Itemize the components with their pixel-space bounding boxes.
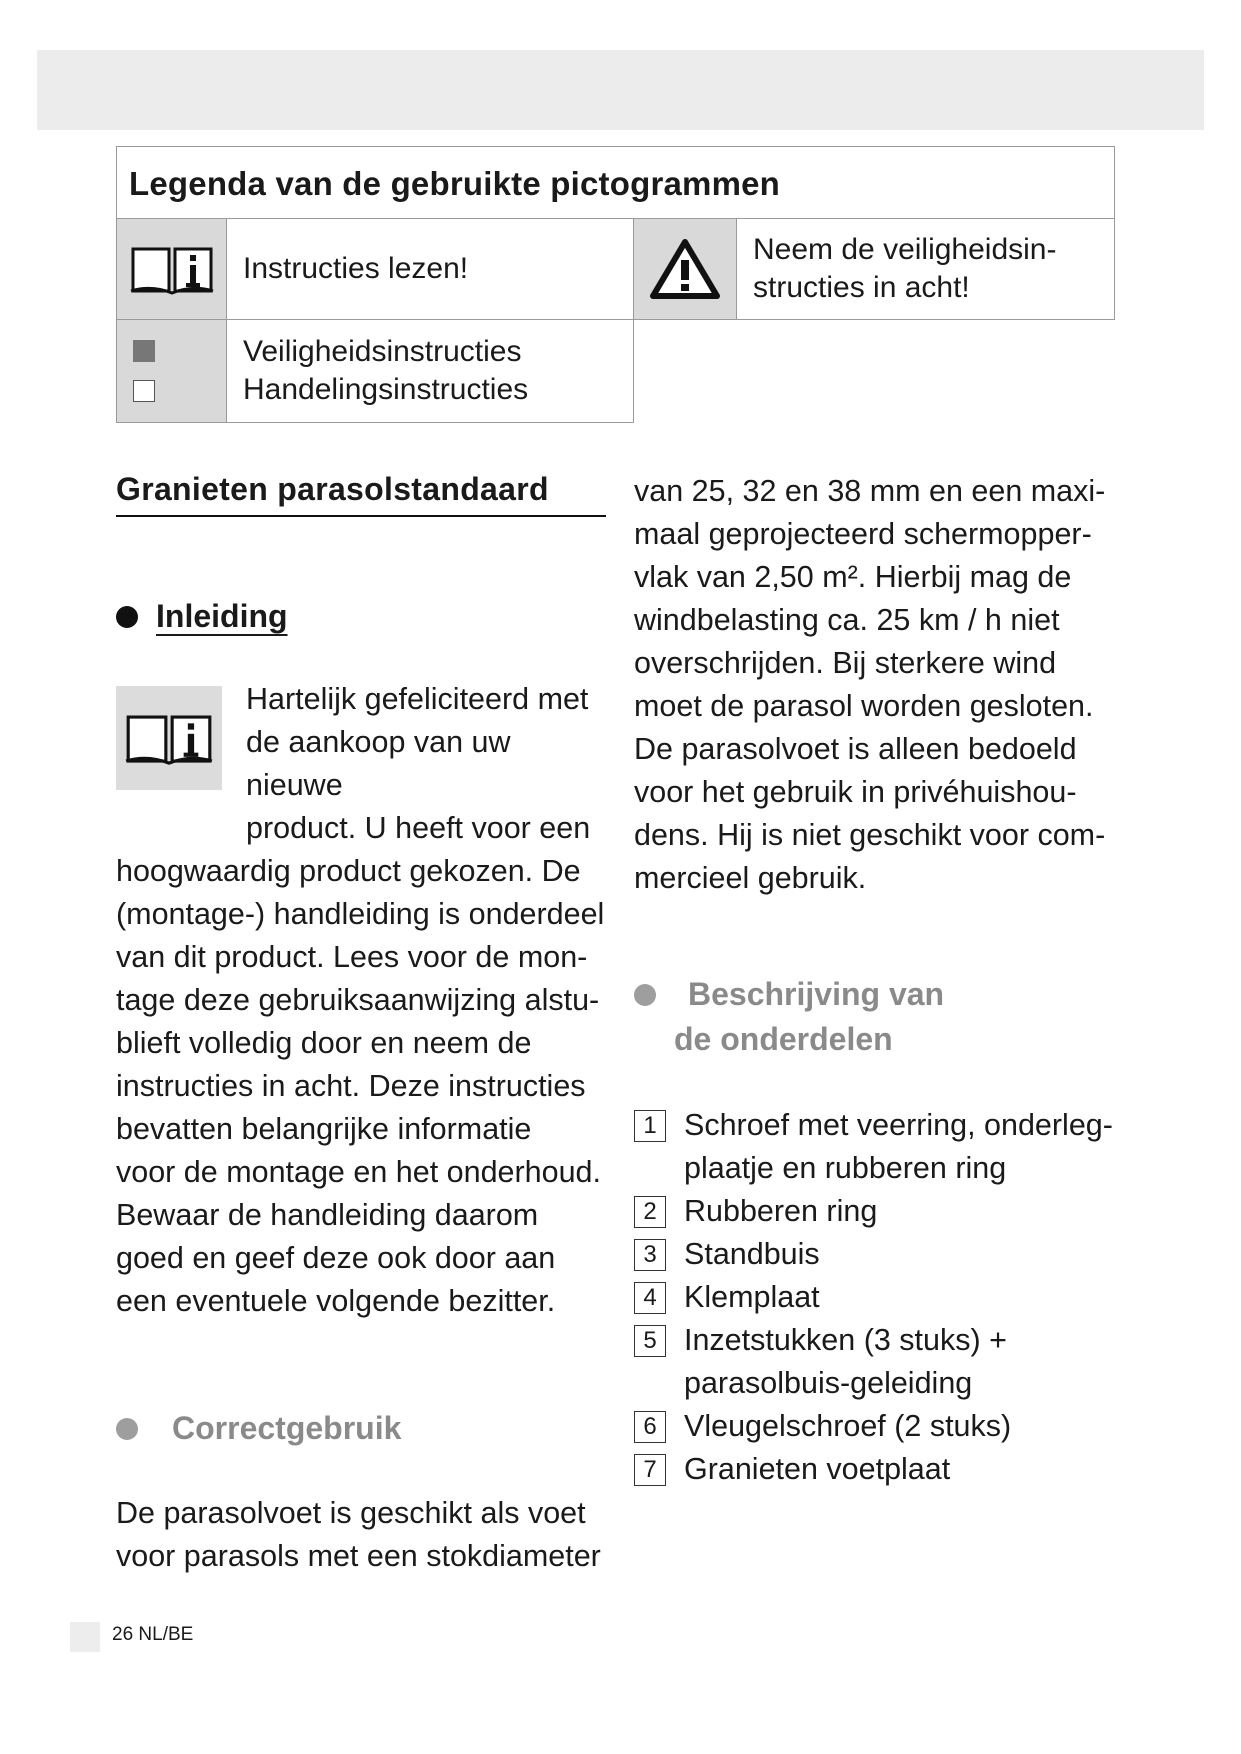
correct-use-text-right: van 25, 32 en 38 mm en een maxi- maal geprojecteerd schermopper- vlak van 2,50 m². Hierbij mag de windbelasting ca. 25 km / h niet overschrijden. Bij sterkere wind moet de parasol worden gesloten. De parasolvoet is alleen bedoeld voor het gebruik in privéhuishou- dens. Hij is niet geschikt voor com- mercieel gebruik. — [634, 474, 1106, 895]
page-locale: NL/BE — [138, 1624, 194, 1645]
correct-use-heading: Correctgebruik — [116, 1407, 606, 1450]
page-number: 26 — [112, 1624, 134, 1645]
parts-list — [634, 1104, 1134, 1491]
correct-use-text-left: De parasolvoet is geschikt als voet voor parasols met een stokdiameter — [116, 1496, 601, 1573]
list-item: 4 Klemplaat — [634, 1276, 1134, 1319]
warning-triangle-icon — [633, 218, 737, 320]
legend-title: Legenda van de gebruikte pictogrammen — [116, 146, 1115, 219]
parts-heading: Beschrijving van de onderdelen — [634, 972, 1134, 1062]
intro-text: Hartelijk gefeliciteerd met de aankoop van uw nieuwe product. U heeft voor een hoogwaardig product gekozen. De (montage-) handleiding is onderdeel van dit product. Lees voor de mon- tage deze gebruiksaanwijzing alstu- blieft volledig door en neem de instructies in acht. Deze instructies bevatten belangrijke informatie voor de montage en het onderhoud. Bewaar de handleiding daarom goed en geef deze ook door aan een eventuele volgende bezitter. — [116, 682, 605, 1318]
list-item: 5 Inzetstukken (3 stuks) + parasolbuis-geleiding — [634, 1319, 1134, 1405]
book-info-icon — [116, 218, 227, 320]
page-footer — [112, 1624, 193, 1646]
right-column — [634, 470, 1134, 1491]
empty-square-icon — [133, 380, 155, 402]
list-item: 2 Rubberen ring — [634, 1190, 1134, 1233]
bullet-icon — [116, 606, 138, 628]
filled-square-icon — [133, 340, 155, 362]
intro-heading: Inleiding — [116, 595, 606, 638]
left-column — [116, 468, 606, 1578]
footer-marker — [70, 1622, 100, 1652]
legend-instruction-types: Veiligheidsinstructies Handelingsinstructies — [226, 319, 634, 423]
bullet-icon — [634, 984, 656, 1006]
legend-read-instructions: Instructies lezen! — [226, 218, 634, 320]
legend-square-icons — [116, 319, 227, 423]
list-item: 6 Vleugelschroef (2 stuks) — [634, 1405, 1134, 1448]
bullet-icon — [116, 1418, 138, 1440]
book-info-icon — [116, 686, 222, 790]
list-item: 7 Granieten voetplaat — [634, 1448, 1134, 1491]
list-item: 3 Standbuis — [634, 1233, 1134, 1276]
list-item: 1 Schroef met veerring, onderleg- plaatje en rubberen ring — [634, 1104, 1134, 1190]
page-title: Granieten parasolstandaard — [116, 468, 606, 517]
legend-safety-note: Neem de veiligheidsin- structies in acht! — [736, 218, 1115, 320]
page-header-bar — [37, 50, 1204, 130]
